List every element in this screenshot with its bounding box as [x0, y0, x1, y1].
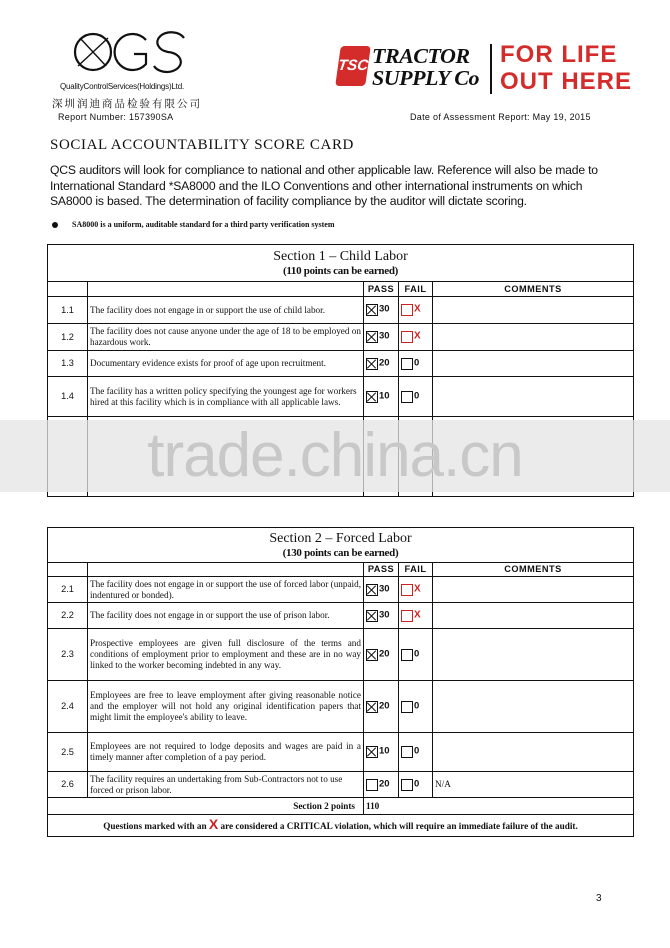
pass-points: 30	[379, 303, 390, 315]
table-row	[48, 681, 634, 733]
comment-cell[interactable]	[433, 377, 634, 417]
pass-points: 30	[379, 583, 390, 595]
pass-checkbox[interactable]	[366, 391, 378, 403]
pass-checkbox[interactable]	[366, 779, 378, 791]
section1-header	[48, 245, 634, 282]
fail-column-header: FAIL	[399, 563, 433, 577]
item-description: The facility does not cause anyone under the age of 18 to be employed on hazardous work.	[88, 324, 364, 351]
item-number: 1.2	[48, 324, 88, 351]
table-row	[48, 603, 634, 629]
pass-column-header: PASS	[364, 563, 399, 577]
table-row	[48, 629, 634, 681]
fail-mark: X	[414, 609, 421, 621]
item-number: 2.3	[48, 629, 88, 681]
critical-footnote	[48, 815, 634, 837]
comment-cell[interactable]	[433, 324, 634, 351]
item-number: 1.4	[48, 377, 88, 417]
qcs-chinese-name: 深圳润迪商品检验有限公司	[52, 99, 202, 110]
comment-cell[interactable]	[433, 733, 634, 772]
item-number: 2.2	[48, 603, 88, 629]
fail-checkbox[interactable]	[401, 358, 413, 370]
item-description: Employees are free to leave employment after giving reasonable notice and the employer will not hold any original identification papers that might limit the employee's ability to leave.	[88, 681, 364, 733]
fail-checkbox[interactable]	[401, 584, 413, 596]
tsc-name-line1: TRACTOR	[372, 44, 470, 68]
comment-cell[interactable]	[433, 577, 634, 603]
section2-total-label: Section 2 points	[48, 798, 364, 815]
pass-checkbox[interactable]	[366, 649, 378, 661]
slogan-line1: FOR LIFE	[500, 41, 618, 68]
item-description: The facility requires an undertaking from Sub-Contractors not to use forced or prison labor.	[88, 772, 364, 798]
pass-checkbox[interactable]	[366, 358, 378, 370]
pass-points: 10	[379, 390, 390, 402]
comment-cell[interactable]	[433, 681, 634, 733]
footnote-before: Questions marked with an	[103, 821, 207, 832]
item-number: 2.6	[48, 772, 88, 798]
item-description: The facility has a written policy specifying the youngest age for workers hired at this facility which is in compliance with all applicable laws.	[88, 377, 364, 417]
pass-points: 20	[379, 648, 390, 660]
tsc-badge: TSC	[335, 46, 371, 86]
comment-cell[interactable]	[433, 603, 634, 629]
section2-table	[47, 527, 634, 837]
section1-subtitle: (110 points can be earned)	[282, 265, 399, 277]
qcs-company-name: QualityControlServices(Holdings)Ltd.	[60, 82, 184, 91]
pass-points: 30	[379, 330, 390, 342]
table-row	[48, 577, 634, 603]
qcs-logo	[68, 28, 188, 86]
pass-checkbox[interactable]	[366, 584, 378, 596]
item-description: Prospective employees are given full disclosure of the terms and conditions of employment prior to employment and these are in no way linked to the worker becoming indebted in any way.	[88, 629, 364, 681]
section2-title: Section 2 – Forced Labor	[269, 531, 412, 546]
fail-checkbox[interactable]	[401, 779, 413, 791]
fail-points: 0	[414, 700, 420, 712]
table-row	[48, 733, 634, 772]
fail-points: 0	[414, 357, 420, 369]
item-number: 2.1	[48, 577, 88, 603]
pass-checkbox[interactable]	[366, 610, 378, 622]
pass-checkbox[interactable]	[366, 746, 378, 758]
pass-points: 20	[379, 357, 390, 369]
pass-points: 20	[379, 700, 390, 712]
comment-cell[interactable]	[433, 629, 634, 681]
table-row	[48, 297, 634, 324]
pass-points: 30	[379, 609, 390, 621]
pass-column-header: PASS	[364, 282, 399, 297]
item-description: The facility does not engage in or support the use of prison labor.	[88, 603, 364, 629]
comment-cell[interactable]	[433, 351, 634, 377]
logo-divider	[490, 44, 492, 94]
pass-checkbox[interactable]	[366, 701, 378, 713]
pass-points: 20	[379, 778, 390, 790]
fail-checkbox[interactable]	[401, 701, 413, 713]
bullet-text: SA8000 is a uniform, auditable standard for a third party verification system	[72, 220, 335, 229]
table-row	[48, 324, 634, 351]
item-number: 2.4	[48, 681, 88, 733]
fail-mark: X	[414, 303, 421, 315]
item-description: The facility does not engage in or support the use of forced labor (unpaid, indentured or bonded).	[88, 577, 364, 603]
item-number: 1.1	[48, 297, 88, 324]
slogan-line2: OUT HERE	[500, 68, 633, 95]
page-number: 3	[596, 893, 602, 904]
fail-points: 0	[414, 390, 420, 402]
intro-paragraph: QCS auditors will look for compliance to national and other applicable law. Reference will also be made to International Standard *SA8000 and the ILO Conventions and other international instruments on which SA8000 is based. The determination of facility compliance by the auditor will dictate scoring.	[50, 163, 598, 208]
section2-header	[48, 528, 634, 563]
footnote-after: are considered a CRITICAL violation, which will require an immediate failure of the audit.	[220, 821, 578, 832]
fail-checkbox[interactable]	[401, 304, 413, 316]
fail-points: 0	[414, 745, 420, 757]
item-number: 2.5	[48, 733, 88, 772]
item-description: Documentary evidence exists for proof of age upon recruitment.	[88, 351, 364, 377]
fail-checkbox[interactable]	[401, 391, 413, 403]
table-row	[48, 772, 634, 798]
pass-checkbox[interactable]	[366, 304, 378, 316]
fail-checkbox[interactable]	[401, 649, 413, 661]
fail-mark: X	[414, 583, 421, 595]
item-description: Employees are not required to lodge deposits and wages are paid in a timely manner after completion of a pay period.	[88, 733, 364, 772]
pass-points: 10	[379, 745, 390, 757]
assessment-date: Date of Assessment Report: May 19, 2015	[410, 112, 591, 122]
section2-total-value: 110	[364, 798, 634, 815]
pass-checkbox[interactable]	[366, 331, 378, 343]
fail-checkbox[interactable]	[401, 331, 413, 343]
fail-checkbox[interactable]	[401, 610, 413, 622]
critical-x-mark: X	[208, 816, 219, 833]
item-description: The facility does not engage in or support the use of child labor.	[88, 297, 364, 324]
section2-subtitle: (130 points can be earned)	[282, 547, 399, 559]
comments-column-header: COMMENTS	[433, 563, 634, 577]
fail-points: 0	[414, 648, 420, 660]
section1-title: Section 1 – Child Labor	[273, 249, 408, 264]
tsc-name-line2: SUPPLY Co	[372, 66, 479, 90]
table-row	[48, 351, 634, 377]
bullet-icon	[52, 222, 58, 228]
item-number: 1.3	[48, 351, 88, 377]
report-number: Report Number: 157390SA	[58, 112, 174, 122]
fail-mark: X	[414, 330, 421, 342]
table-row	[48, 377, 634, 417]
comment-cell[interactable]: N/A	[433, 772, 634, 798]
watermark: trade.china.cn	[147, 421, 523, 490]
total-row	[48, 798, 634, 815]
fail-points: 0	[414, 778, 420, 790]
fail-checkbox[interactable]	[401, 746, 413, 758]
fail-column-header: FAIL	[399, 282, 433, 297]
comment-cell[interactable]	[433, 297, 634, 324]
comments-column-header: COMMENTS	[433, 282, 634, 297]
page-title: SOCIAL ACCOUNTABILITY SCORE CARD	[50, 137, 354, 153]
